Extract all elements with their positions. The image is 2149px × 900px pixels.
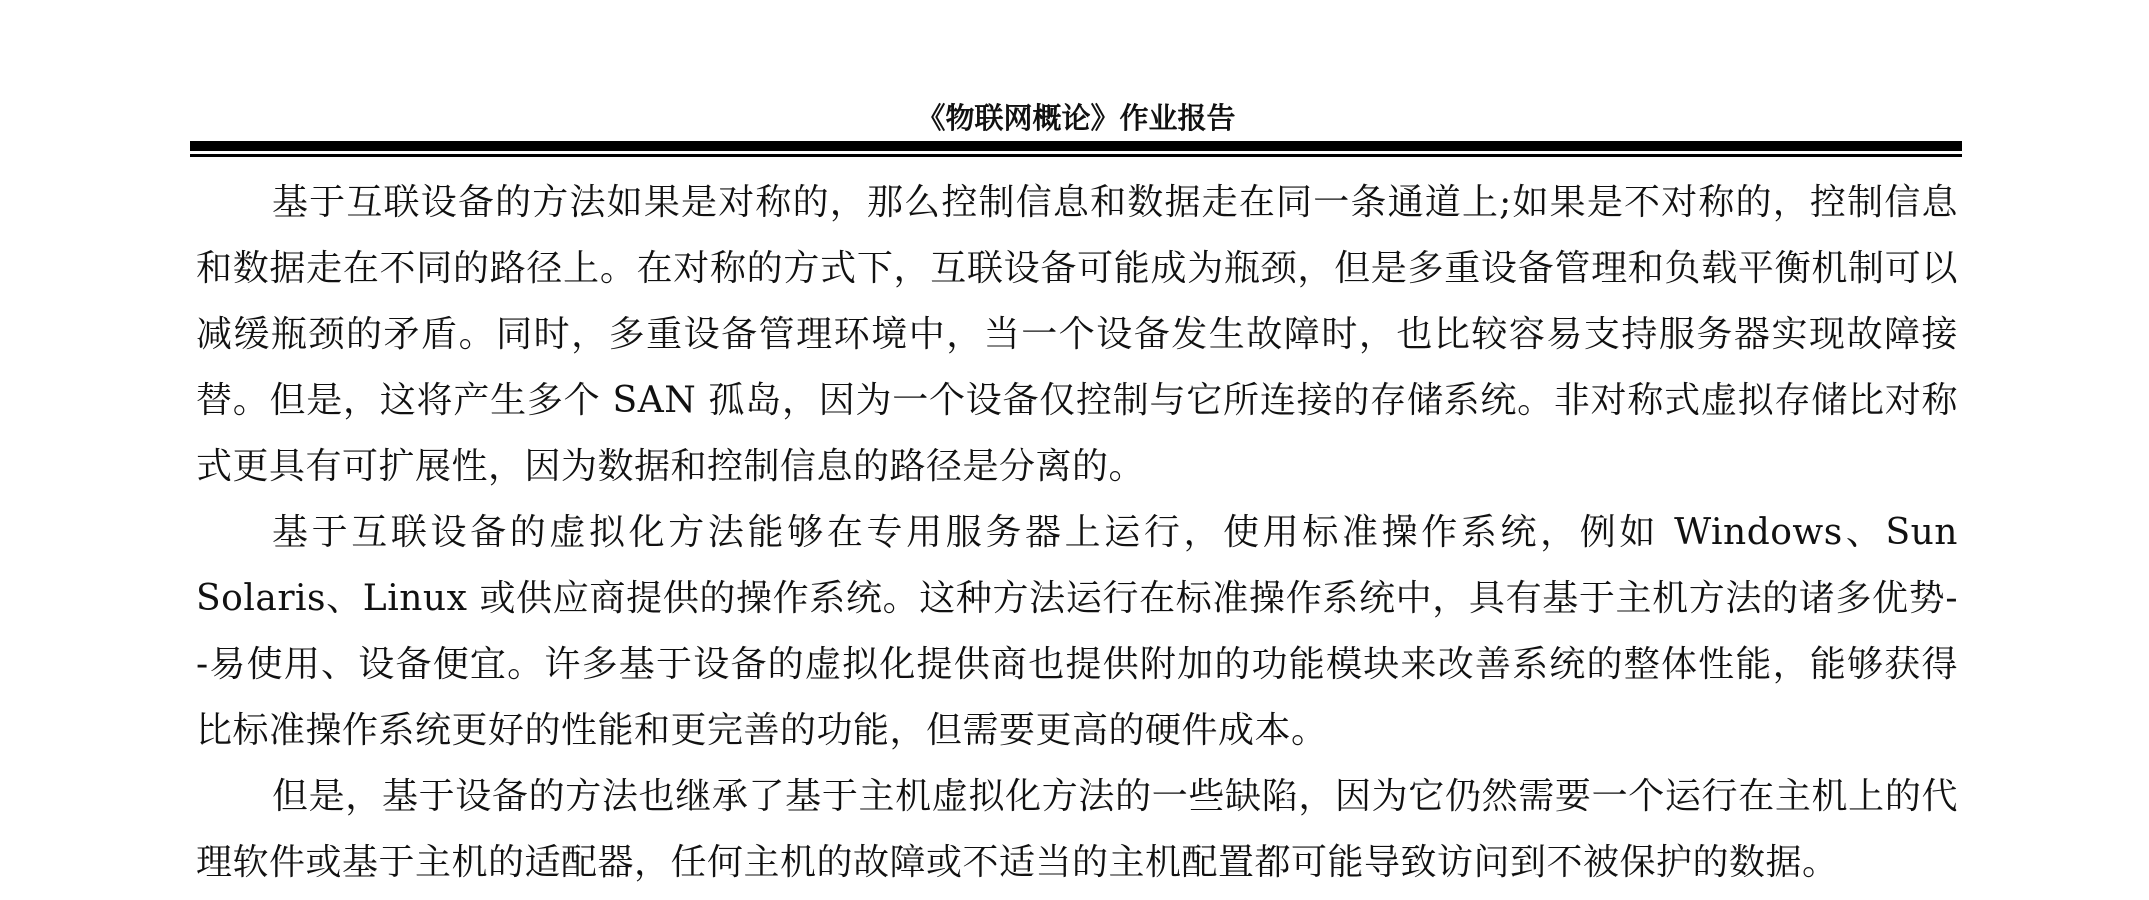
header-rule-thick bbox=[190, 141, 1962, 151]
document-body bbox=[196, 170, 1958, 896]
paragraph-1: 基于互联设备的方法如果是对称的，那么控制信息和数据走在同一条通道上;如果是不对称的，控制信息和数据走在不同的路径上。在对称的方式下，互联设备可能成为瓶颈，但是多重设备管理和负载平衡机制可以减缓瓶颈的矛盾。同时，多重设备管理环境中，当一个设备发生故障时，也比较容易支持服务器实现故障接替。但是，这将产生多个 SAN 孤岛，因为一个设备仅控制与它所连接的存储系统。非对称式虚拟存储比对称式更具有可扩展性，因为数据和控制信息的路径是分离的。 bbox=[196, 182, 1958, 487]
document-header-title: 《物联网概论》作业报告 bbox=[916, 101, 1236, 135]
paragraph-3: 但是，基于设备的方法也继承了基于主机虚拟化方法的一些缺陷，因为它仍然需要一个运行在主机上的代理软件或基于主机的适配器，任何主机的故障或不适当的主机配置都可能导致访问到不被保护的数据。 bbox=[196, 776, 1958, 883]
paragraph-2: 基于互联设备的虚拟化方法能够在专用服务器上运行，使用标准操作系统，例如 Windows、Sun Solaris、Linux 或供应商提供的操作系统。这种方法运行在标准操作系统中，具有基于主机方法的诸多优势--易使用、设备便宜。许多基于设备的虚拟化提供商也提供附加的功能模块来改善系统的整体性能，能够获得比标准操作系统更好的性能和更完善的功能，但需要更高的硬件成本。 bbox=[196, 512, 1958, 751]
header-rule-thin bbox=[190, 154, 1962, 157]
